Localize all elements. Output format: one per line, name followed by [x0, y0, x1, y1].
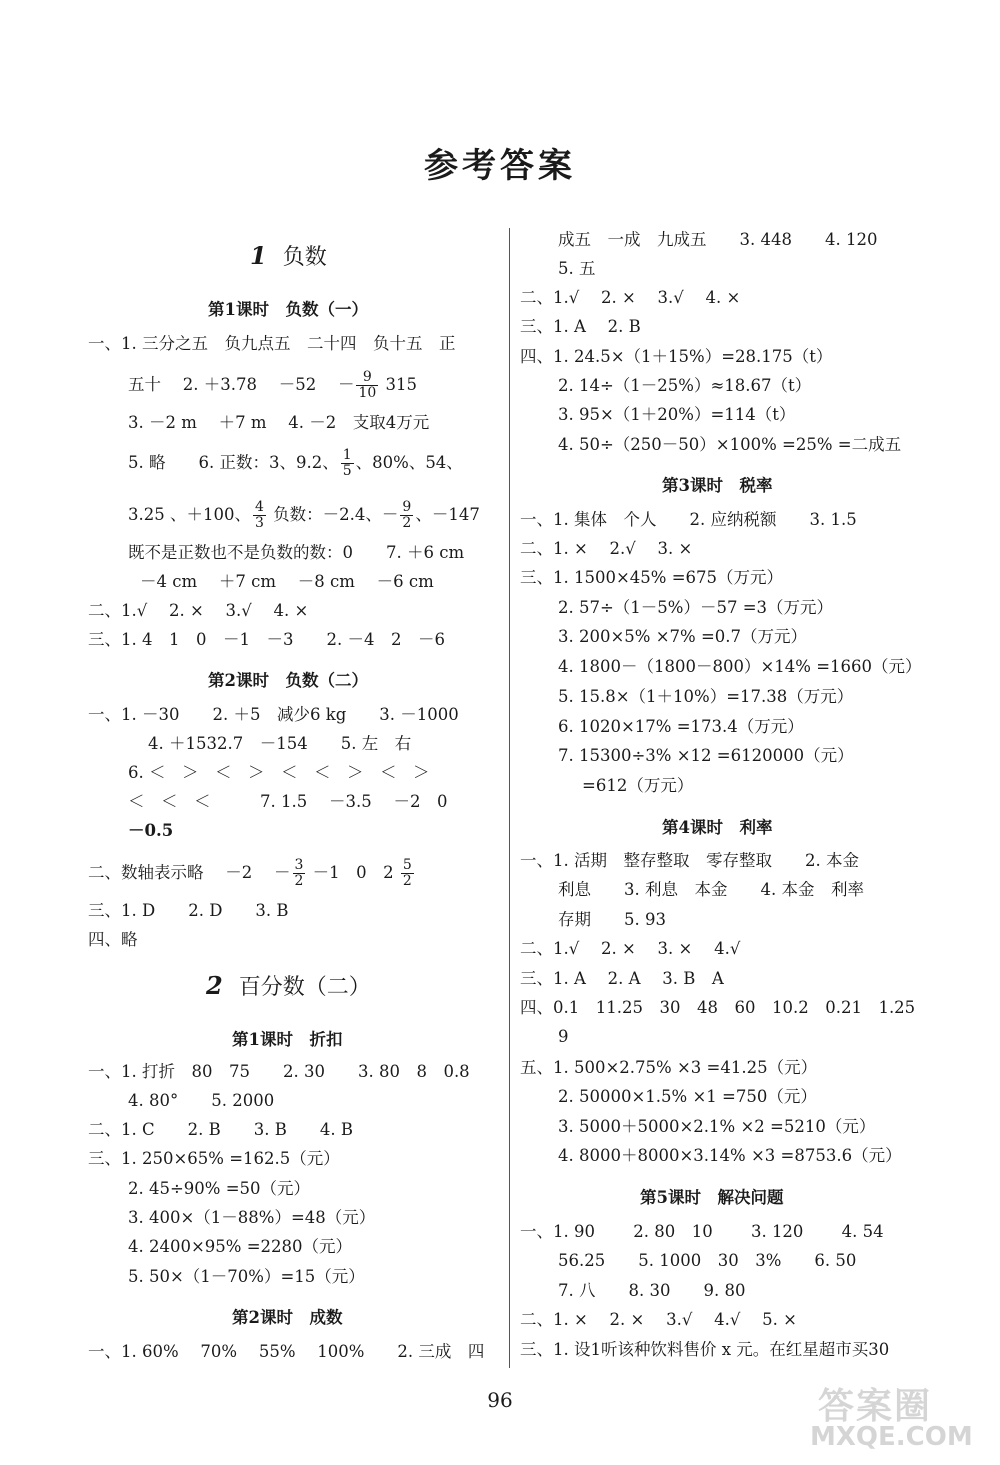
answer-line: 4. ＋1532.7 －154 5. 左 右 [148, 734, 412, 753]
chapter-2-title: 百分数（二） [238, 975, 371, 1000]
answer-line: 5. 15.8×（1＋10%）=17.38（万元） [558, 687, 854, 706]
fraction: $\frac{5}{2}$ [402, 857, 412, 889]
answer-line: －0.5 [128, 821, 174, 840]
chapter-1-number: 1 [250, 241, 267, 270]
lesson-heading: 第1课时 负数（一） [208, 300, 368, 319]
chapter-1-heading [250, 240, 327, 271]
answer-line: 二、1. × 2. × 3.√ 4.√ 5. × [520, 1310, 797, 1329]
answer-line: 一、1. 集体 个人 2. 应纳税额 3. 1.5 [520, 510, 857, 529]
answer-line: 5. 略 6. 正数：3、9.2、 $\frac{1}{5}$ 、80%、54、 [128, 447, 463, 479]
lesson-heading: 第3课时 税率 [662, 476, 773, 495]
answer-line: 三、1. 设1听该种饮料售价 x 元。在红星超市买30 [520, 1340, 890, 1359]
answer-line: 三、1. D 2. D 3. B [88, 901, 289, 920]
answer-line: 5. 50×（1－70%）=15（元） [128, 1267, 365, 1286]
answer-line: 一、1. 打折 80 75 2. 30 3. 80 8 0.8 [88, 1062, 470, 1081]
answer-line: 成五 一成 九成五 3. 448 4. 120 [558, 230, 878, 249]
answer-line: 二、数轴表示略 －2 － $\frac{3}{2}$ －1 0 2 $\frac{5}{2}$ [88, 857, 412, 889]
answer-line: 2. 14÷（1－25%）≈18.67（t） [558, 376, 812, 395]
fraction: $\frac{1}{5}$ [342, 447, 352, 479]
fraction: $\frac{4}{3}$ [254, 499, 264, 531]
answer-line: ＜ ＜ ＜ 7. 1.5 －3.5 －2 0 [128, 792, 448, 811]
answer-line: 二、1. C 2. B 3. B 4. B [88, 1120, 353, 1139]
answer-line: 2. 50000×1.5% ×1 =750（元） [558, 1087, 817, 1106]
lesson-heading: 第2课时 成数 [232, 1308, 343, 1327]
chapter-2-number: 2 [206, 971, 223, 1000]
answer-line: 4. 1800－（1800－800）×14% =1660（元） [558, 657, 922, 676]
chapter-2-heading [206, 970, 371, 1001]
answer-line: 四、略 [88, 930, 138, 949]
lesson-heading: 第5课时 解决问题 [640, 1188, 784, 1207]
watermark-url-text: MXQE.COM [810, 1422, 973, 1452]
answer-line: 6. 1020×17% =173.4（万元） [558, 717, 804, 736]
chapter-1-title: 负数 [282, 245, 327, 270]
answer-line: 3. 5000＋5000×2.1% ×2 =5210（元） [558, 1117, 876, 1136]
answer-line: 三、1. A 2. B [520, 317, 641, 336]
answer-line: －4 cm ＋7 cm －8 cm －6 cm [140, 572, 434, 591]
answer-line: 2. 45÷90% =50（元） [128, 1179, 311, 1198]
answer-line: 二、1.√ 2. × 3. × 4.√ [520, 939, 741, 958]
answer-line: 3.25 、＋100、 $\frac{4}{3}$ 负数：－2.4、－ $\frac{9}{2}$ 、－147 [128, 499, 480, 531]
answer-line: 4. 2400×95% =2280（元） [128, 1237, 353, 1256]
answer-line: 三、1. 4 1 0 －1 －3 2. －4 2 －6 [88, 630, 445, 649]
answer-line: 二、1.√ 2. × 3.√ 4. × [88, 601, 309, 620]
answer-line: 9 [558, 1027, 569, 1046]
lesson-heading: 第1课时 折扣 [232, 1030, 343, 1049]
fraction: $\frac{3}{2}$ [294, 857, 304, 889]
fraction: $\frac{9}{2}$ [402, 499, 412, 531]
answer-line: 56.25 5. 1000 30 3% 6. 50 [558, 1251, 857, 1270]
answer-line: 2. 57÷（1－5%）－57 =3（万元） [558, 598, 834, 617]
column-divider [509, 228, 510, 1368]
lesson-heading: 第4课时 利率 [662, 818, 773, 837]
answer-line: 3. 400×（1－88%）=48（元） [128, 1208, 376, 1227]
answer-line: 4. 50÷（250－50）×100% =25% =二成五 [558, 435, 902, 454]
answer-line: 既不是正数也不是负数的数：0 7. ＋6 cm [128, 543, 465, 562]
answer-line: 3. 95×（1＋20%）=114（t） [558, 405, 796, 424]
answer-line: 三、1. 1500×45% =675（万元） [520, 568, 784, 587]
answer-line: 6. ＜ ＞ ＜ ＞ ＜ ＜ ＞ ＜ ＞ [128, 763, 430, 782]
answer-line: 一、1. 活期 整存整取 零存整取 2. 本金 [520, 851, 859, 870]
answer-line: 四、0.1 11.25 30 48 60 10.2 0.21 1.25 [520, 998, 916, 1017]
answer-line: 一、1. 三分之五 负九点五 二十四 负十五 正 [88, 334, 456, 353]
answer-line: 7. 八 8. 30 9. 80 [558, 1281, 746, 1300]
answer-line: 利息 3. 利息 本金 4. 本金 利率 [558, 880, 864, 899]
answer-line: 二、1. × 2.√ 3. × [520, 539, 693, 558]
answer-line: 五十 2. ＋3.78 －52 － $\frac{9}{10}$ 315 [128, 369, 418, 401]
answer-line: 二、1.√ 2. × 3.√ 4. × [520, 288, 741, 307]
answer-line: 五、1. 500×2.75% ×3 =41.25（元） [520, 1058, 818, 1077]
answer-line: 一、1. 90 2. 80 10 3. 120 4. 54 [520, 1222, 884, 1241]
answer-line: 存期 5. 93 [558, 910, 666, 929]
answer-line: 一、1. －30 2. ＋5 减少6 kg 3. －1000 [88, 705, 459, 724]
answer-line: 三、1. 250×65% =162.5（元） [88, 1149, 340, 1168]
answer-line: 4. 8000＋8000×3.14% ×3 =8753.6（元） [558, 1146, 902, 1165]
answer-line: 3. －2 m ＋7 m 4. －2 支取4万元 [128, 413, 430, 432]
answer-line: 四、1. 24.5×（1＋15%）=28.175（t） [520, 347, 833, 366]
answer-line: 一、1. 60% 70% 55% 100% 2. 三成 四 [88, 1342, 485, 1361]
watermark-top-text: 答案圈 [818, 1386, 933, 1427]
answer-line: 3. 200×5% ×7% =0.7（万元） [558, 627, 808, 646]
lesson-heading: 第2课时 负数（二） [208, 671, 368, 690]
page-title: 参考答案 [424, 146, 576, 186]
watermark-logo [800, 1378, 990, 1458]
answer-line: =612（万元） [582, 776, 694, 795]
answer-line: 5. 五 [558, 259, 596, 278]
page-number: 96 [487, 1388, 513, 1412]
fraction: $\frac{9}{10}$ [358, 369, 377, 401]
answer-line: 三、1. A 2. A 3. B A [520, 969, 724, 988]
answer-line: 7. 15300÷3% ×12 =6120000（元） [558, 746, 854, 765]
answer-line: 4. 80° 5. 2000 [128, 1091, 275, 1110]
